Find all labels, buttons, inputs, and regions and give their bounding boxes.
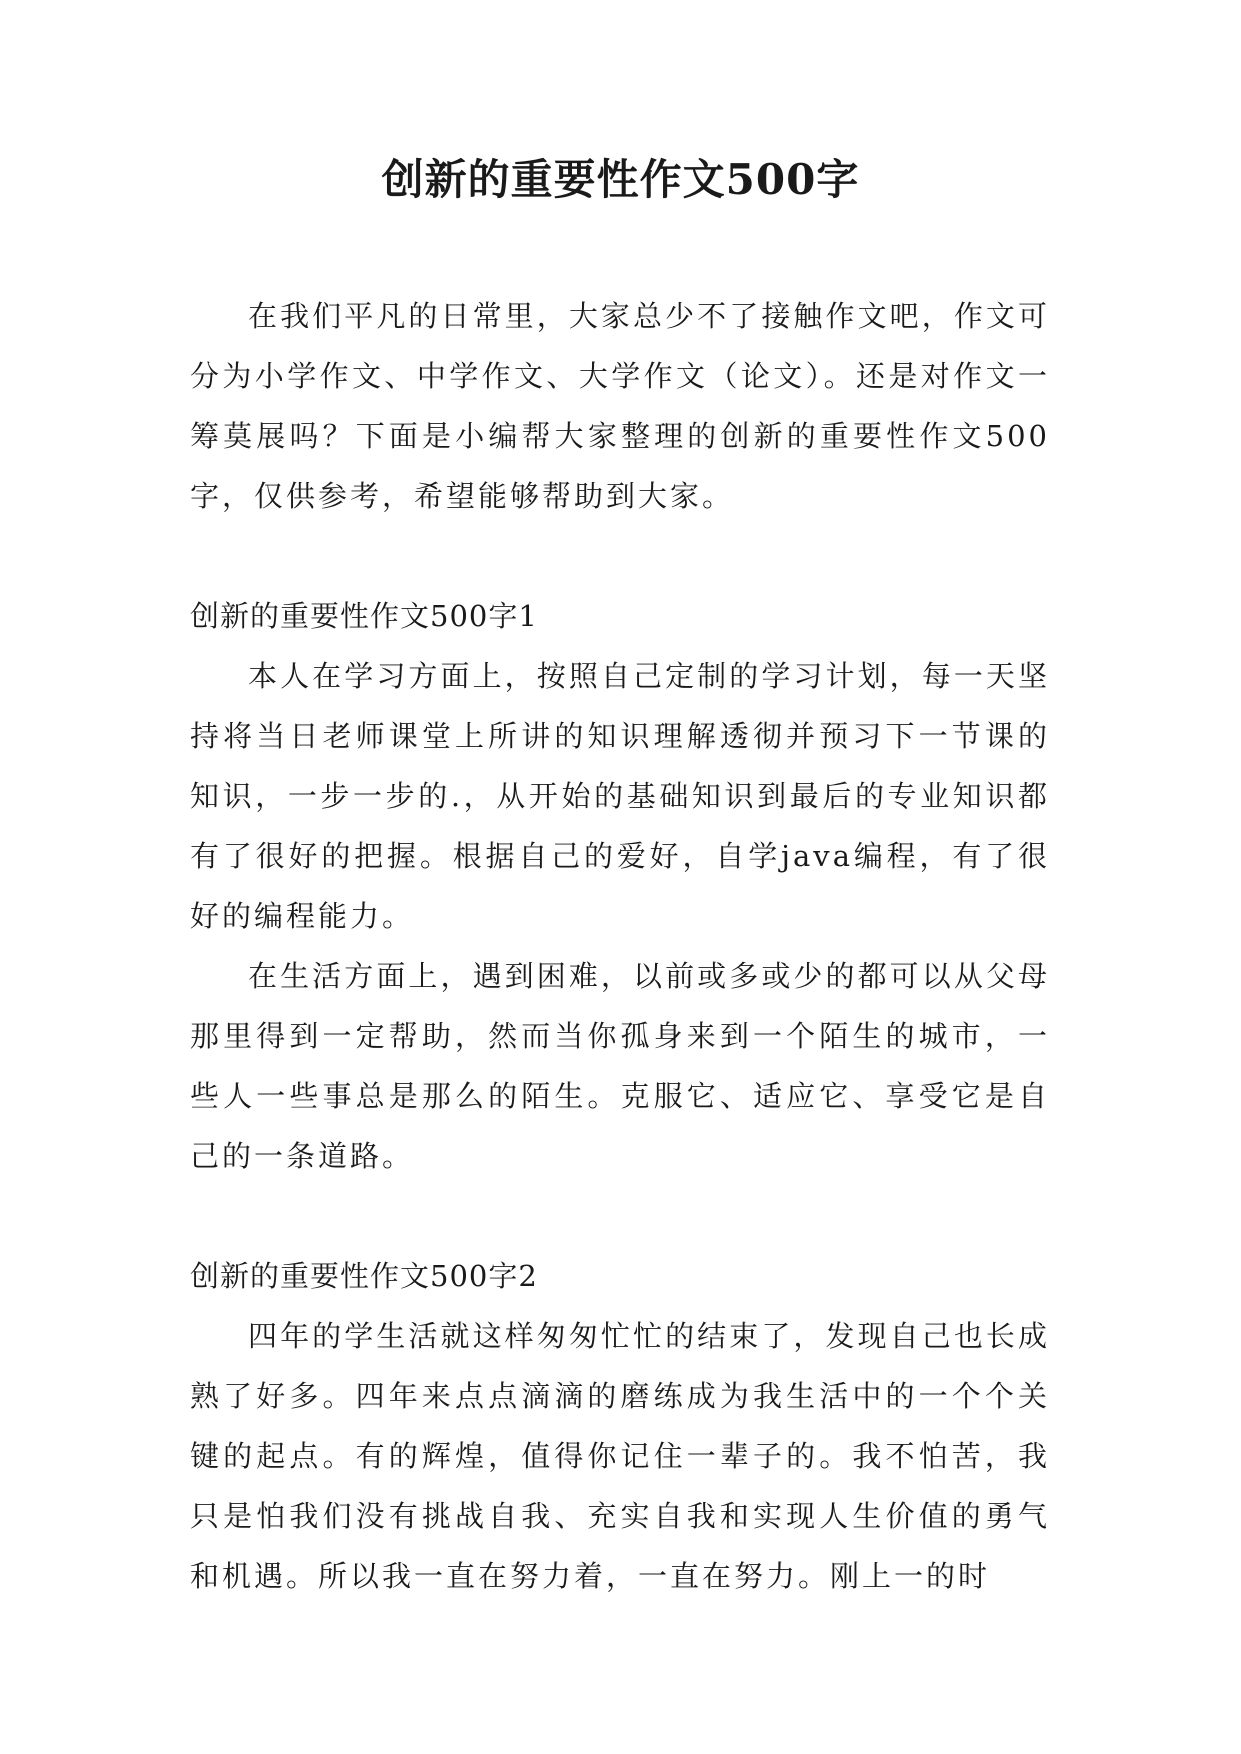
document-title: 创新的重要性作文500字 <box>381 155 860 204</box>
section-1 <box>190 586 1050 1186</box>
section-heading: 创新的重要性作文500字2 <box>190 1259 538 1293</box>
section-spacer <box>190 1186 1050 1246</box>
document-body <box>190 286 1050 1606</box>
section-paragraph: 在生活方面上，遇到困难，以前或多或少的都可以从父母那里得到一定帮助，然而当你孤身来到一个陌生的城市，一些人一些事总是那么的陌生。克服它、适应它、享受它是自己的一条道路。 <box>190 959 1050 1173</box>
section-paragraph: 四年的学生活就这样匆匆忙忙的结束了，发现自己也长成熟了好多。四年来点点滴滴的磨练成为我生活中的一个个关键的起点。有的辉煌，值得你记住一辈子的。我不怕苦，我只是怕我们没有挑战自我、充实自我和实现人生价值的勇气和机遇。所以我一直在努力着，一直在努力。刚上一的时 <box>190 1319 1050 1593</box>
section-paragraph: 本人在学习方面上，按照自己定制的学习计划，每一天坚持将当日老师课堂上所讲的知识理解透彻并预习下一节课的知识，一步一步的.，从开始的基础知识到最后的专业知识都有了很好的把握。根据自己的爱好，自学java编程，有了很好的编程能力。 <box>190 659 1050 933</box>
section-heading: 创新的重要性作文500字1 <box>190 599 538 633</box>
intro-paragraph: 在我们平凡的日常里，大家总少不了接触作文吧，作文可分为小学作文、中学作文、大学作文（论文）。还是对作文一筹莫展吗？下面是小编帮大家整理的创新的重要性作文500字，仅供参考，希望能够帮助到大家。 <box>190 299 1050 513</box>
section-spacer <box>190 526 1050 586</box>
section-2 <box>190 1246 1050 1606</box>
